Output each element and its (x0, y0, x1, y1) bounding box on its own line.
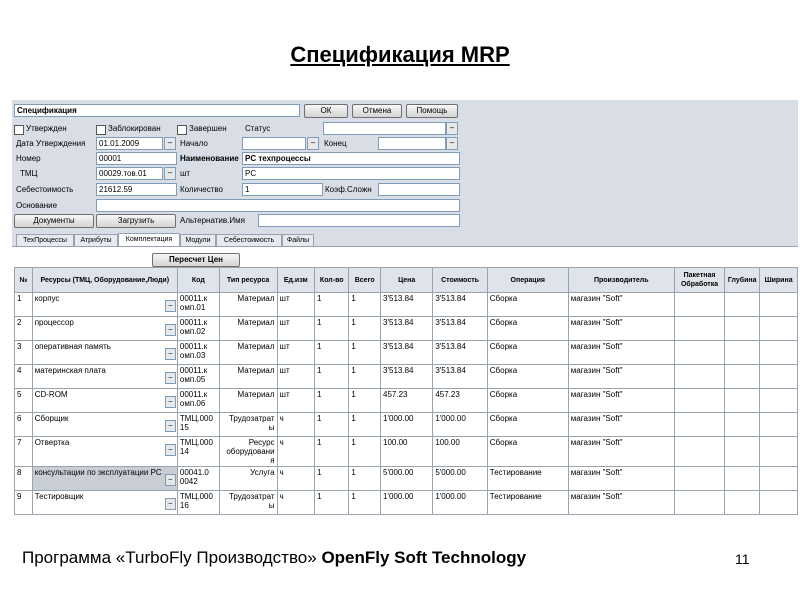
cell-amount[interactable]: 3'513.84 (433, 341, 487, 365)
cell-code[interactable]: 00041.0 0042 (177, 467, 219, 491)
cell-total[interactable]: 1 (349, 467, 381, 491)
cell-operation[interactable]: Сборка (487, 413, 568, 437)
cell-num[interactable]: 4 (15, 365, 33, 389)
slide-title: Спецификация MRP (290, 42, 510, 67)
number-label: Номер (16, 154, 41, 163)
cell-operation[interactable]: Сборка (487, 317, 568, 341)
col-header-amount[interactable]: Стоимость (433, 268, 487, 293)
cell-qty[interactable]: 1 (315, 467, 349, 491)
table-row[interactable] (15, 491, 798, 515)
load-button[interactable]: Загрузить (96, 214, 176, 228)
cell-manufacturer[interactable]: магазин "Soft" (568, 341, 674, 365)
col-header-resources[interactable]: Ресурсы (ТМЦ, Оборудование,Люди) (32, 268, 177, 293)
number-field[interactable]: 00001 (96, 152, 177, 165)
cell-depth[interactable] (725, 491, 760, 515)
resource-dropdown-button[interactable]: – (165, 324, 176, 336)
resource-dropdown-button[interactable]: – (165, 444, 176, 456)
approval-date-field[interactable]: 01.01.2009 (96, 137, 163, 150)
cell-total[interactable]: 1 (349, 365, 381, 389)
table-row[interactable] (15, 293, 798, 317)
cell-depth[interactable] (725, 389, 760, 413)
cell-depth[interactable] (725, 467, 760, 491)
col-header-total[interactable]: Всего (349, 268, 381, 293)
cell-amount[interactable]: 100.00 (433, 437, 487, 467)
cell-resource[interactable] (32, 389, 177, 413)
cell-unit[interactable]: шт (277, 293, 315, 317)
cell-depth[interactable] (725, 365, 760, 389)
cell-resource[interactable] (32, 317, 177, 341)
table-header-row (15, 268, 798, 293)
start-field[interactable] (242, 137, 306, 150)
tmc-field[interactable]: 00029.тов.01 (96, 167, 163, 180)
cell-unit[interactable]: ч (277, 437, 315, 467)
cell-num[interactable]: 2 (15, 317, 33, 341)
cell-resource[interactable] (32, 437, 177, 467)
cell-batch[interactable] (674, 293, 725, 317)
tab-cost[interactable]: Себестоимость (216, 234, 282, 247)
cell-depth[interactable] (725, 341, 760, 365)
cell-qty[interactable]: 1 (315, 293, 349, 317)
cell-amount[interactable]: 457.23 (433, 389, 487, 413)
table-row[interactable] (15, 365, 798, 389)
resource-name: процессор (34, 318, 74, 327)
cell-batch[interactable] (674, 437, 725, 467)
cell-depth[interactable] (725, 413, 760, 437)
ok-button[interactable]: ОК (304, 104, 348, 118)
approval-date-dropdown-button[interactable]: – (164, 137, 176, 150)
cell-num[interactable]: 5 (15, 389, 33, 413)
table-row[interactable] (15, 341, 798, 365)
resource-name: оперативная память (34, 342, 111, 351)
name-field[interactable]: PC техпроцессы (242, 152, 460, 165)
basis-field[interactable] (96, 199, 460, 212)
blocked-label: Заблокирован (108, 124, 161, 133)
resource-name: CD-ROM (34, 390, 68, 399)
tab-techprocesses[interactable]: ТехПроцессы (16, 234, 74, 247)
end-dropdown-button[interactable]: – (446, 137, 458, 150)
footer-program: Программа «TurboFly Производство» (22, 548, 322, 567)
cell-unit[interactable]: ч (277, 413, 315, 437)
tmc-name-field[interactable]: PC (242, 167, 460, 180)
cost-field[interactable]: 21612.59 (96, 183, 177, 196)
help-button[interactable]: Помощь (406, 104, 458, 118)
status-field[interactable] (323, 122, 446, 135)
approval-date-label: Дата Утверждения (16, 139, 86, 148)
cell-code[interactable]: ТМЦ.000 15 (177, 413, 219, 437)
cell-manufacturer[interactable]: магазин "Soft" (568, 317, 674, 341)
cell-operation[interactable]: Сборка (487, 293, 568, 317)
cell-qty[interactable]: 1 (315, 389, 349, 413)
cell-depth[interactable] (725, 437, 760, 467)
cell-amount[interactable]: 1'000.00 (433, 491, 487, 515)
coef-label: Коэф.Сложн (325, 185, 372, 194)
cancel-button[interactable]: Отмена (352, 104, 402, 118)
cell-price[interactable]: 5'000.00 (381, 467, 433, 491)
cell-resource-type[interactable]: Трудозатрат ы (219, 413, 277, 437)
alt-name-label: Альтернатив.Имя (180, 216, 245, 225)
cell-resource[interactable] (32, 413, 177, 437)
documents-button[interactable]: Документы (14, 214, 94, 228)
cell-price[interactable]: 100.00 (381, 437, 433, 467)
cell-num[interactable]: 9 (15, 491, 33, 515)
table-row[interactable] (15, 467, 798, 491)
cell-num[interactable]: 7 (15, 437, 33, 467)
resource-name: Сборщик (34, 414, 69, 423)
cell-batch[interactable] (674, 317, 725, 341)
quantity-field[interactable]: 1 (242, 183, 323, 196)
cell-batch[interactable] (674, 341, 725, 365)
cell-total[interactable]: 1 (349, 317, 381, 341)
cell-resource[interactable] (32, 365, 177, 389)
cell-total[interactable]: 1 (349, 491, 381, 515)
col-header-operation[interactable]: Операция (487, 268, 568, 293)
window-title-field: Спецификация (14, 104, 300, 117)
specification-window (12, 100, 798, 528)
cell-num[interactable]: 6 (15, 413, 33, 437)
table-row[interactable] (15, 413, 798, 437)
cost-label: Себестоимость (16, 185, 74, 194)
col-header-resource-type[interactable]: Тип ресурса (219, 268, 277, 293)
col-header-num[interactable]: № (15, 268, 33, 293)
cell-price[interactable]: 1'000.00 (381, 491, 433, 515)
cell-unit[interactable]: шт (277, 389, 315, 413)
cell-total[interactable]: 1 (349, 293, 381, 317)
cell-price[interactable]: 1'000.00 (381, 413, 433, 437)
cell-manufacturer[interactable]: магазин "Soft" (568, 437, 674, 467)
col-header-width[interactable]: Ширина (760, 268, 798, 293)
table-row[interactable] (15, 389, 798, 413)
cell-manufacturer[interactable]: магазин "Soft" (568, 365, 674, 389)
cell-unit[interactable]: ч (277, 491, 315, 515)
cell-manufacturer[interactable]: магазин "Soft" (568, 491, 674, 515)
col-header-code[interactable]: Код (177, 268, 219, 293)
cell-price[interactable]: 3'513.84 (381, 293, 433, 317)
cell-batch[interactable] (674, 365, 725, 389)
approved-label: Утвержден (26, 124, 67, 133)
cell-price[interactable]: 3'513.84 (381, 365, 433, 389)
cell-width[interactable] (760, 317, 798, 341)
cell-resource-type[interactable]: Материал (219, 293, 277, 317)
cell-width[interactable] (760, 365, 798, 389)
col-header-qty[interactable]: Кол-во (315, 268, 349, 293)
cell-num[interactable]: 1 (15, 293, 33, 317)
cell-resource-type[interactable]: Ресурс оборудовани я (219, 437, 277, 467)
components-table (14, 267, 798, 515)
cell-unit[interactable]: шт (277, 317, 315, 341)
cell-code[interactable]: 00011.к омп.03 (177, 341, 219, 365)
cell-resource-type[interactable]: Материал (219, 341, 277, 365)
cell-depth[interactable] (725, 317, 760, 341)
cell-operation[interactable]: Сборка (487, 389, 568, 413)
end-field[interactable] (378, 137, 446, 150)
cell-total[interactable]: 1 (349, 413, 381, 437)
table-row[interactable] (15, 317, 798, 341)
cell-resource-type[interactable]: Материал (219, 365, 277, 389)
cell-width[interactable] (760, 491, 798, 515)
tab-files[interactable]: Файлы (282, 234, 314, 247)
recalc-prices-button[interactable]: Пересчет Цен (152, 253, 240, 267)
cell-qty[interactable]: 1 (315, 365, 349, 389)
cell-qty[interactable]: 1 (315, 317, 349, 341)
cell-operation[interactable]: Сборка (487, 365, 568, 389)
coef-field[interactable] (378, 183, 460, 196)
resource-dropdown-button[interactable]: – (165, 474, 176, 486)
cell-unit[interactable]: ч (277, 467, 315, 491)
cell-total[interactable]: 1 (349, 389, 381, 413)
end-label: Конец (324, 139, 347, 148)
status-label: Статус (245, 124, 271, 133)
cell-batch[interactable] (674, 491, 725, 515)
cell-code[interactable]: ТМЦ.000 14 (177, 437, 219, 467)
finished-checkbox[interactable] (177, 125, 187, 135)
cell-resource-type[interactable]: Услуга (219, 467, 277, 491)
start-dropdown-button[interactable]: – (307, 137, 319, 150)
status-dropdown-button[interactable]: – (446, 122, 458, 135)
resource-name: материнская плата (34, 366, 106, 375)
tmc-dropdown-button[interactable]: – (164, 167, 176, 180)
cell-manufacturer[interactable]: магазин "Soft" (568, 413, 674, 437)
cell-resource-type[interactable]: Материал (219, 389, 277, 413)
tab-attributes[interactable]: Атрибуты (74, 234, 118, 247)
col-header-manufacturer[interactable]: Производитель (568, 268, 674, 293)
cell-width[interactable] (760, 437, 798, 467)
cell-code[interactable]: 00011.к омп.01 (177, 293, 219, 317)
cell-unit[interactable]: шт (277, 341, 315, 365)
cell-batch[interactable] (674, 413, 725, 437)
col-header-batch[interactable]: Пакетная Обработка (674, 268, 725, 293)
name-label: Наименование (180, 154, 239, 163)
unit-value: шт (180, 169, 191, 178)
cell-total[interactable]: 1 (349, 341, 381, 365)
cell-batch[interactable] (674, 389, 725, 413)
tmc-label: ТМЦ (20, 169, 38, 178)
cell-manufacturer[interactable]: магазин "Soft" (568, 293, 674, 317)
cell-resource-type[interactable]: Материал (219, 317, 277, 341)
resource-dropdown-button[interactable]: – (165, 300, 176, 312)
alt-name-field[interactable] (258, 214, 460, 227)
start-label: Начало (180, 139, 208, 148)
cell-width[interactable] (760, 341, 798, 365)
cell-qty[interactable]: 1 (315, 413, 349, 437)
cell-amount[interactable]: 1'000.00 (433, 413, 487, 437)
cell-qty[interactable]: 1 (315, 491, 349, 515)
col-header-depth[interactable]: Глубина (725, 268, 760, 293)
resource-name: консультации по эксплуатации PC (34, 468, 162, 477)
cell-num[interactable]: 8 (15, 467, 33, 491)
footer-text (22, 548, 526, 568)
quantity-label: Количество (180, 185, 223, 194)
basis-label: Основание (16, 201, 58, 210)
resource-name: корпус (34, 294, 60, 303)
cell-price[interactable]: 457.23 (381, 389, 433, 413)
resource-dropdown-button[interactable]: – (165, 372, 176, 384)
cell-width[interactable] (760, 467, 798, 491)
resource-dropdown-button[interactable]: – (165, 498, 176, 510)
resource-name: Тестировщик (34, 492, 84, 501)
approved-checkbox[interactable] (14, 125, 24, 135)
cell-total[interactable]: 1 (349, 437, 381, 467)
cell-code[interactable]: 00011.к омп.02 (177, 317, 219, 341)
cell-resource[interactable] (32, 293, 177, 317)
cell-qty[interactable]: 1 (315, 437, 349, 467)
cell-amount[interactable]: 5'000.00 (433, 467, 487, 491)
tab-modules[interactable]: Модули (180, 234, 216, 247)
table-row[interactable] (15, 437, 798, 467)
cell-operation[interactable]: Тестирование (487, 491, 568, 515)
cell-resource[interactable] (32, 341, 177, 365)
col-header-price[interactable]: Цена (381, 268, 433, 293)
cell-operation[interactable]: Сборка (487, 341, 568, 365)
cell-resource[interactable] (32, 491, 177, 515)
cell-amount[interactable]: 3'513.84 (433, 317, 487, 341)
cell-depth[interactable] (725, 293, 760, 317)
cell-code[interactable]: 00011.к омп.06 (177, 389, 219, 413)
resource-dropdown-button[interactable]: – (165, 348, 176, 360)
page-number: 11 (735, 551, 750, 567)
cell-operation[interactable]: Сборка (487, 437, 568, 467)
blocked-checkbox[interactable] (96, 125, 106, 135)
cell-manufacturer[interactable]: магазин "Soft" (568, 389, 674, 413)
cell-resource-type[interactable]: Трудозатрат ы (219, 491, 277, 515)
footer-company: OpenFly Soft Technology (321, 548, 527, 567)
cell-code[interactable]: 00011.к омп.05 (177, 365, 219, 389)
resource-dropdown-button[interactable]: – (165, 420, 176, 432)
tab-components[interactable]: Комплектация (118, 233, 180, 247)
cell-amount[interactable]: 3'513.84 (433, 293, 487, 317)
cell-price[interactable]: 3'513.84 (381, 317, 433, 341)
finished-label: Завершен (189, 124, 227, 133)
cell-resource[interactable] (32, 467, 177, 491)
cell-width[interactable] (760, 293, 798, 317)
cell-manufacturer[interactable]: магазин "Soft" (568, 467, 674, 491)
cell-price[interactable]: 3'513.84 (381, 341, 433, 365)
cell-amount[interactable]: 3'513.84 (433, 365, 487, 389)
col-header-unit[interactable]: Ед.изм (277, 268, 315, 293)
resource-name: Отвертка (34, 438, 70, 447)
cell-num[interactable]: 3 (15, 341, 33, 365)
cell-width[interactable] (760, 389, 798, 413)
resource-dropdown-button[interactable]: – (165, 396, 176, 408)
cell-operation[interactable]: Тестирование (487, 467, 568, 491)
cell-code[interactable]: ТМЦ.000 16 (177, 491, 219, 515)
cell-batch[interactable] (674, 467, 725, 491)
cell-qty[interactable]: 1 (315, 341, 349, 365)
cell-unit[interactable]: шт (277, 365, 315, 389)
cell-width[interactable] (760, 413, 798, 437)
